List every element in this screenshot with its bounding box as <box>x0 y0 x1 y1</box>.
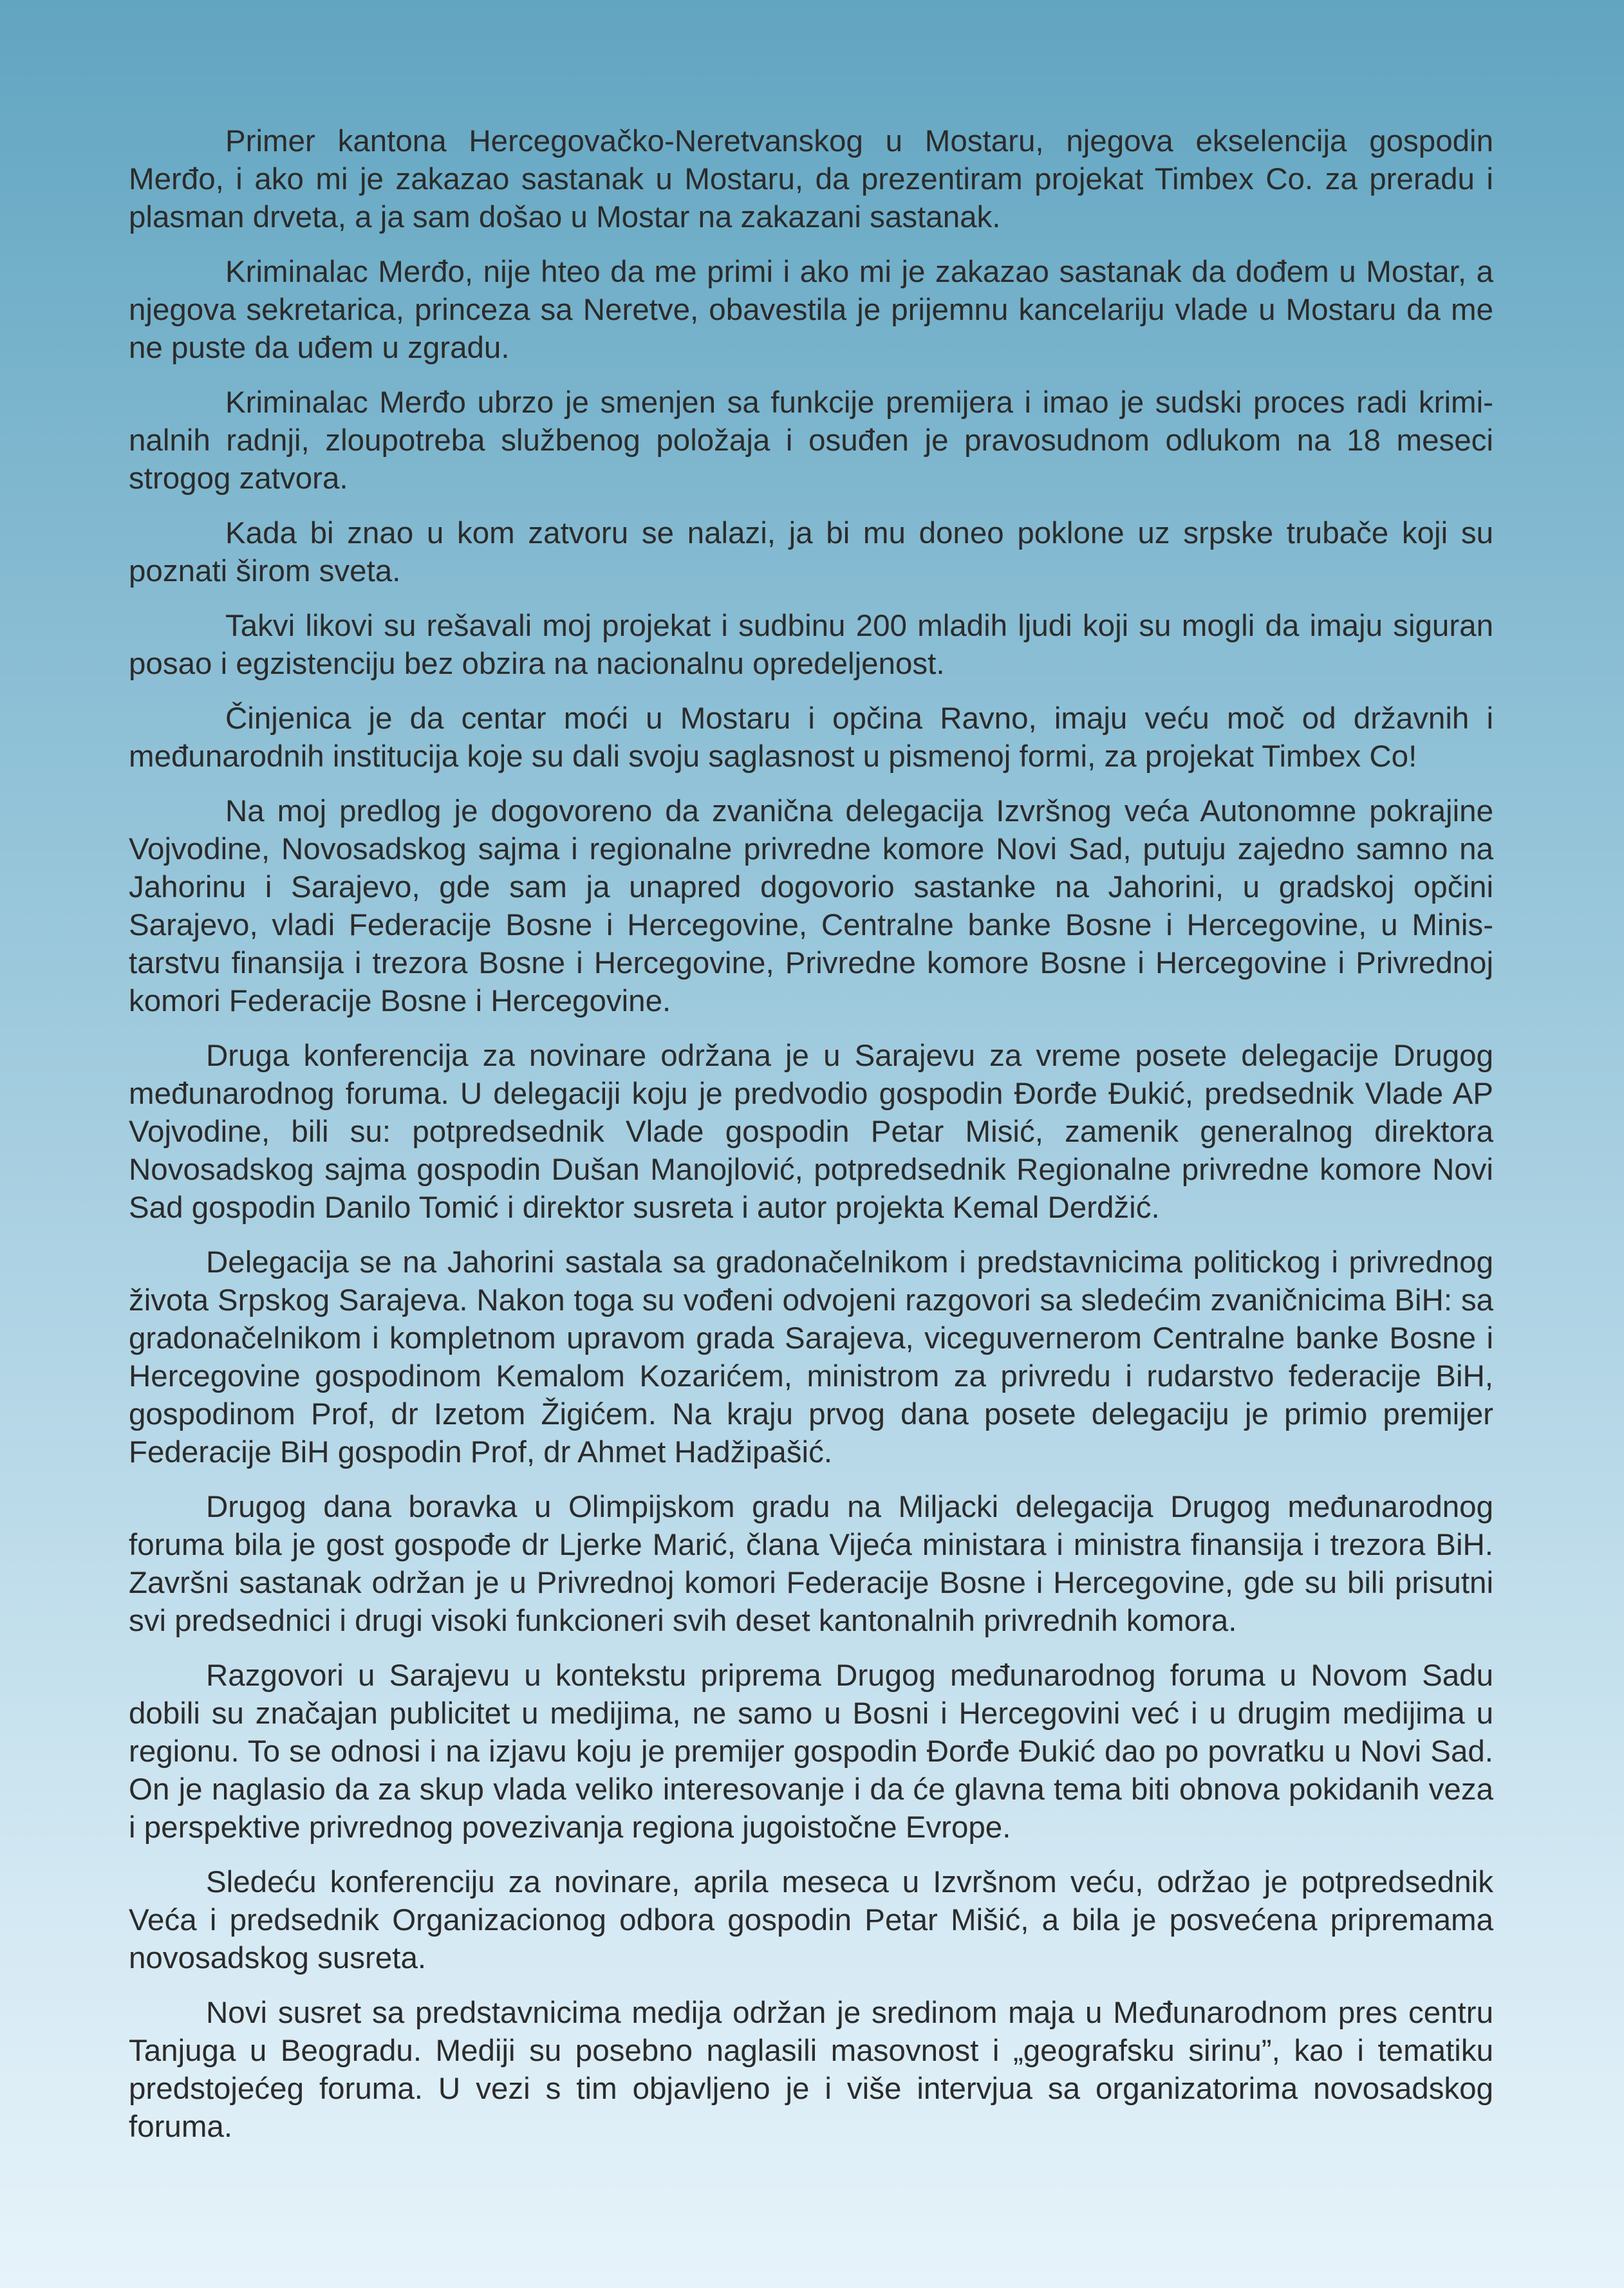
paragraph-2: Kriminalac Merđo, nije hteo da me primi i ako mi je zakazao sastanak da dođem u Mostar, a njegova sekretarica, princeza sa Neretve, obavestila je prijemnu kancelariju vlade u Mostaru da me ne puste da uđem u zgradu. <box>129 255 1493 365</box>
document-body <box>129 122 1493 2162</box>
paragraph-7: Na moj predlog je dogovoreno da zvanična delegacija Izvršnog veća Autonomne pokrajine Vojvodine, Novosadskog sajma i regionalne privredne komore Novi Sad, putuju zajedno samno na Jahorinu i Sarajevo, gde sam ja unapred dogovorio sastanke na Jahorini, u gradskoj opčini Sarajevo, vladi Federacije Bosne i Hercegovine, Centralne banke Bosne i Hercegovine, u Ministarstvu finansija i trezora Bosne i Hercegovine, Privredne komore Bosne i Hercegovine i Privrednoj komori Federacije Bosne i Hercegovine. <box>129 794 1493 1018</box>
paragraph-9: Delegacija se na Jahorini sastala sa gradonačelnikom i predstavnicima politickog i privrednog života Srpskog Sarajeva. Nakon toga su vođeni odvojeni razgovori sa sledećim zvaničnicima BiH: sa gradonačelnikom i kompletnom upravom grada Sarajeva, viceguvernerom Centralne banke Bosne i Hercegovine gospodinom Kemalom Kozarićem, ministrom za privredu i rudarstvo federacije BiH, gospodinom Prof, dr Izetom Žigićem. Na kraju prvog dana posete delegaciju je primio premijer Federacije BiH gospodin Prof, dr Ahmet Hadžipašić. <box>129 1245 1493 1469</box>
paragraph-4: Kada bi znao u kom zatvoru se nalazi, ja bi mu doneo poklone uz srpske trubače koji su poznati širom sveta. <box>129 516 1493 588</box>
paragraph-11: Razgovori u Sarajevu u kontekstu priprema Drugog međunarodnog foruma u Novom Sadu dobili su značajan publicitet u medijima, ne samo u Bosni i Hercegovini već i u drugim medijima u regionu. To se odnosi i na izjavu koju je premijer gospodin Đorđe Đukić dao po povratku u Novi Sad. On je naglasio da za skup vlada veliko interesovanje i da će glavna tema biti obnova pokidanih veza i perspektive privrednog povezivanja regiona jugoistočne Evrope. <box>129 1659 1493 1845</box>
paragraph-3: Kriminalac Merđo ubrzo je smenjen sa funkcije premijera i imao je sudski proces radi kriminalnih radnji, zloupotreba službenog položaja i osuđen je pravosudnom odlukom na 18 meseci strogog zatvora. <box>129 386 1493 496</box>
paragraph-1: Primer kantona Hercegovačko-Neretvanskog u Mostaru, njegova ekselencija gospodin Merđo, i ako mi je zakazao sastanak u Mostaru, da prezentiram projekat Timbex Co. za preradu i plasman drveta, a ja sam došao u Mostar na zakazani sastanak. <box>129 124 1493 234</box>
paragraph-5: Takvi likovi su rešavali moj projekat i sudbinu 200 mladih ljudi koji su mogli da imaju siguran posao i egzistenciju bez obzira na nacionalnu opredeljenost. <box>129 609 1493 681</box>
paragraph-10: Drugog dana boravka u Olimpijskom gradu na Miljacki delegacija Drugog međunarodnog foruma bila je gost gospođe dr Ljerke Marić, člana Vijeća ministara i ministra finansija i trezora BiH. Završni sastanak održan je u Privrednoj komori Federacije Bosne i Hercegovine, gde su bili prisutni svi predsednici i drugi visoki funkcioneri svih deset kantonalnih privrednih komora. <box>129 1490 1493 1638</box>
paragraph-8: Druga konferencija za novinare održana je u Sarajevu za vreme posete delegacije Drugog međunarodnog foruma. U delegaciji koju je predvodio gospodin Đorđe Đukić, predsednik Vlade AP Vojvodine, bili su: potpredsednik Vlade gospodin Petar Misić, zamenik generalnog direktora Novosadskog sajma gospodin Dušan Manojlović, potpredsednik Regionalne privredne komore Novi Sad gospodin Danilo Tomić i direktor susreta i autor projekta Kemal Derdžić. <box>129 1039 1493 1225</box>
paragraph-13: Novi susret sa predstavnicima medija održan je sredinom maja u Međunarodnom pres centru Tanjuga u Beogradu. Mediji su posebno naglasili masovnost i „geografsku sirinu”, kao i tematiku predstojećeg foruma. U vezi s tim objavljeno je i više intervjua sa organizatorima novosadskog foruma. <box>129 1996 1493 2144</box>
paragraph-12: Sledeću konferenciju za novinare, aprila meseca u Izvršnom veću, održao je potpredsednik Veća i predsednik Organizacionog odbora gospodin Petar Mišić, a bila je posvećena pripremama novosadskog susreta. <box>129 1865 1493 1975</box>
paragraph-6: Činjenica je da centar moći u Mostaru i opčina Ravno, imaju veću moč od državnih i međunarodnih institucija koje su dali svoju saglasnost u pismenoj formi, za projekat Timbex Co! <box>129 702 1493 774</box>
